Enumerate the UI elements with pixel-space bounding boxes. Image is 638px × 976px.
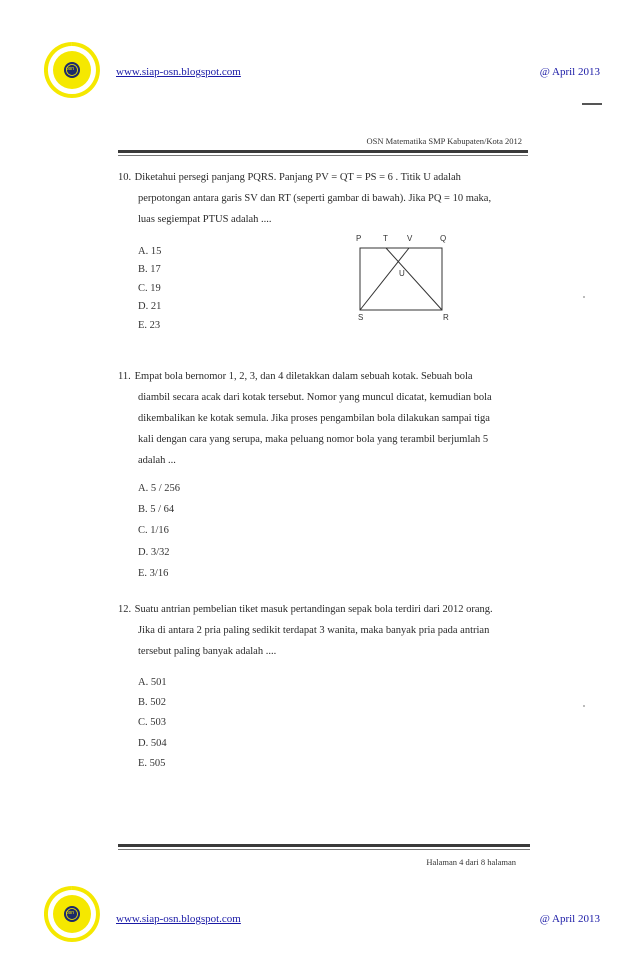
rectangle-diagram — [354, 234, 456, 324]
label-r: R — [443, 313, 449, 322]
rectangle-pqrs — [360, 248, 442, 310]
header-rule — [118, 150, 528, 153]
label-p: P — [356, 234, 362, 243]
scanned-page — [118, 128, 532, 888]
question-line: perpotongan antara garis SV dan RT (seperti gambar di bawah). Jika PQ = 10 maka, — [138, 193, 492, 204]
site-link-bottom[interactable]: www.siap-osn.blogspot.com — [116, 913, 241, 925]
question-12 — [118, 599, 518, 662]
date-top: @ April 2013 — [539, 66, 600, 78]
question-10 — [118, 167, 518, 230]
option-d[interactable]: D. 3/32 — [138, 546, 170, 558]
osn-logo-bottom — [44, 886, 100, 942]
label-v: V — [407, 234, 413, 243]
question-number: 10. — [118, 172, 132, 183]
option-e[interactable]: E. 23 — [138, 319, 161, 331]
question-line: dikembalikan ke kotak semula. Jika proses pengambilan bola dilakukan sampai tiga — [138, 413, 490, 424]
corner-mark — [582, 103, 602, 105]
footer-rule-thin — [118, 849, 530, 850]
line-rt — [386, 248, 442, 310]
page-header: OSN Matematika SMP Kabupaten/Kota 2012 — [366, 136, 522, 146]
option-a[interactable]: A. 501 — [138, 677, 167, 688]
question-line: Empat bola bernomor 1, 2, 3, dan 4 diletakkan dalam sebuah kotak. Sebuah bola — [134, 371, 473, 382]
scan-speck — [583, 705, 585, 707]
label-s: S — [358, 313, 364, 322]
footer-rule — [118, 844, 530, 847]
question-line: Suatu antrian pembelian tiket masuk pertandingan sepak bola terdiri dari 2012 orang. — [134, 604, 493, 615]
label-q: Q — [440, 234, 447, 243]
option-c[interactable]: C. 1/16 — [138, 525, 169, 537]
question-line: Jika di antara 2 pria paling sedikit terdapat 3 wanita, maka banyak pria pada antrian — [138, 625, 490, 636]
question-line: tersebut paling banyak adalah .... — [138, 646, 277, 657]
site-link-top[interactable]: www.siap-osn.blogspot.com — [116, 66, 241, 78]
scan-speck — [583, 296, 585, 298]
options-11 — [138, 478, 180, 584]
option-e[interactable]: E. 3/16 — [138, 567, 169, 579]
option-c[interactable]: C. 19 — [138, 282, 161, 294]
page-footer: Halaman 4 dari 8 halaman — [426, 857, 516, 867]
option-c[interactable]: C. 503 — [138, 717, 167, 729]
option-d[interactable]: D. 21 — [138, 301, 162, 313]
question-line: adalah ... — [138, 455, 176, 466]
rectangle-figure — [354, 234, 456, 324]
logo-text: osn — [66, 66, 75, 72]
osn-logo-top — [44, 42, 100, 98]
question-number: 12. — [118, 604, 132, 615]
header-rule-thin — [118, 155, 528, 156]
line-sv — [360, 248, 409, 310]
option-d[interactable]: D. 504 — [138, 737, 167, 749]
options-12 — [138, 673, 167, 774]
question-number: 11. — [118, 371, 131, 382]
date-bottom: @ April 2013 — [539, 913, 600, 925]
label-u: U — [399, 269, 405, 278]
question-line: kali dengan cara yang serupa, maka peluang nomor bola yang terambil berjumlah 5 — [138, 434, 489, 445]
question-line: Diketahui persegi panjang PQRS. Panjang PV = QT = PS = 6 . Titik U adalah — [134, 172, 461, 183]
option-b[interactable]: B. 5 / 64 — [138, 504, 175, 516]
question-11 — [118, 366, 518, 471]
question-line: diambil secara acak dari kotak tersebut. Nomor yang muncul dicatat, kemudian bola — [138, 392, 492, 403]
question-line: luas segiempat PTUS adalah .... — [138, 214, 272, 225]
option-e[interactable]: E. 505 — [138, 757, 166, 769]
logo-text: osn — [66, 910, 75, 916]
option-b[interactable]: B. 17 — [138, 264, 161, 276]
option-a[interactable]: A. 15 — [138, 246, 162, 257]
option-b[interactable]: B. 502 — [138, 697, 167, 709]
label-t: T — [383, 234, 388, 243]
option-a[interactable]: A. 5 / 256 — [138, 483, 180, 494]
options-10 — [138, 243, 161, 335]
